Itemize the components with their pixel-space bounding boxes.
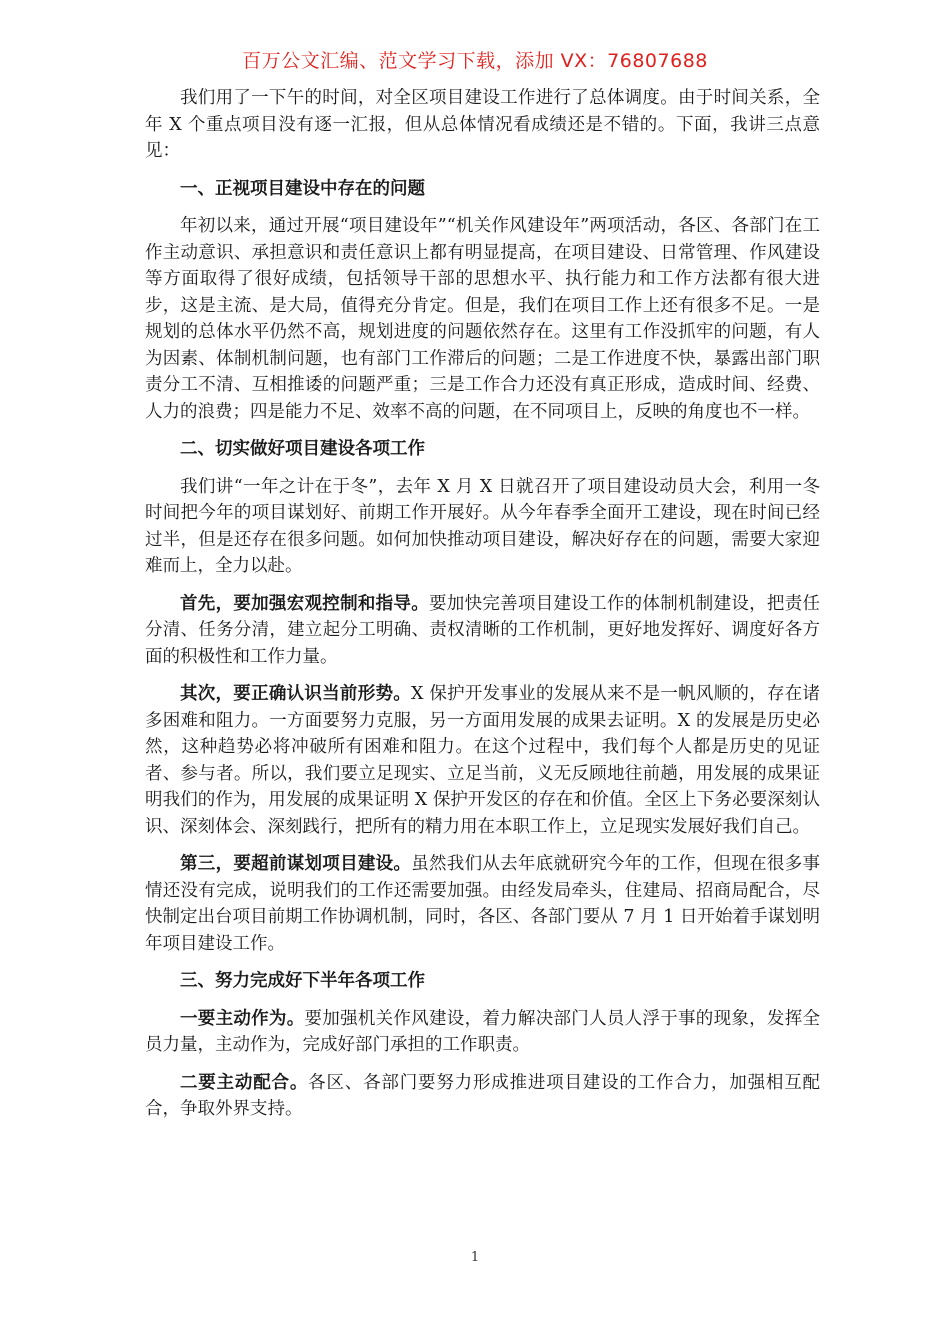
item-lead: 其次，要正确认识当前形势。 bbox=[180, 684, 412, 704]
section-2-item bbox=[145, 681, 820, 840]
item-lead: 首先，要加强宏观控制和指导。 bbox=[180, 593, 429, 614]
watermark-banner: 百万公文汇编、范文学习下载，添加 VX：76807688 bbox=[242, 50, 708, 72]
section-3-heading: 三、努力完成好下半年各项工作 bbox=[180, 971, 425, 991]
section-3-item bbox=[145, 1070, 820, 1123]
item-lead: 一要主动作为。 bbox=[180, 1008, 305, 1029]
item-text: 虽然我们从去年底就研究今年的工作，但现在很多事情还没有完成，说明我们的工作还需要加强。由经发局牵头，住建局、招商局配合，尽快制定出台项目前期工作协调机制，同时，各区、各部门要从 7 月 1 日开始着手谋划明年项目建设工作。 bbox=[145, 854, 821, 954]
document-body bbox=[145, 85, 820, 1134]
page-number: 1 bbox=[470, 1250, 480, 1265]
section-3-item bbox=[145, 1006, 820, 1059]
item-lead: 第三，要超前谋划项目建设。 bbox=[180, 854, 412, 874]
item-text: 各区、各部门要努力形成推进项目建设的工作合力，加强相互配合，争取外界支持。 bbox=[145, 1072, 821, 1119]
item-text: X 保护开发事业的发展从来不是一帆风顺的，存在诸多困难和阻力。一方面要努力克服，另一方面用发展的成果去证明。X 的发展是历史必然，这种趋势必将冲破所有困难和阻力。在这个过程中，我们每个人都是历史的见证者、参与者。所以，我们要立足现实、立足当前，义无反顾地往前趟，用发展的成果证明我们的作为，用发展的成果证明 X 保护开发区的存在和价值。全区上下务必要深刻认识、深刻体会、深刻践行，把所有的精力用在本职工作上，立足现实发展好我们自己。 bbox=[145, 684, 821, 837]
section-1-heading: 一、正视项目建设中存在的问题 bbox=[180, 178, 425, 199]
item-text: 要加快完善项目建设工作的体制机制建设，把责任分清、任务分清，建立起分工明确、责权清晰的工作机制，更好地发挥好、调度好各方面的积极性和工作力量。 bbox=[145, 593, 820, 667]
item-text: 要加强机关作风建设，着力解决部门人员人浮于事的现象，发挥全员力量，主动作为，完成好部门承担的工作职责。 bbox=[145, 1008, 820, 1055]
intro-paragraph: 我们用了一下午的时间，对全区项目建设工作进行了总体调度。由于时间关系，全年 X 个重点项目没有逐一汇报，但从总体情况看成绩还是不错的。下面，我讲三点意见： bbox=[145, 88, 820, 161]
section-1-paragraph: 年初以来，通过开展“项目建设年”“机关作风建设年”两项活动，各区、各部门在工作主动意识、承担意识和责任意识上都有明显提高，在项目建设、日常管理、作风建设等方面取得了很好成绩，包括领导干部的思想水平、执行能力和工作方法都有很大进步，这是主流、是大局，值得充分肯定。但是，我们在项目工作上还有很多不足。一是规划的总体水平仍然不高，规划进度的问题依然存在。这里有工作没抓牢的问题，有人为因素、体制机制问题，也有部门工作滞后的问题；二是工作进度不快，暴露出部门职责分工不清、互相推诿的问题严重；三是工作合力还没有真正形成，造成时间、经费、人力的浪费；四是能力不足、效率不高的问题，在不同项目上，反映的角度也不一样。 bbox=[145, 216, 820, 422]
section-2-item bbox=[145, 851, 820, 957]
section-2-heading: 二、切实做好项目建设各项工作 bbox=[180, 439, 425, 459]
section-2-item bbox=[145, 591, 820, 671]
section-2-paragraph: 我们讲“一年之计在于冬”，去年 X 月 X 日就召开了项目建设动员大会，利用一冬时间把今年的项目谋划好、前期工作开展好。从今年春季全面开工建设，现在时间已经过半，但是还存在很多问题。如何加快推动项目建设，解决好存在的问题，需要大家迎难而上，全力以赴。 bbox=[145, 476, 820, 576]
item-lead: 二要主动配合。 bbox=[180, 1072, 309, 1093]
